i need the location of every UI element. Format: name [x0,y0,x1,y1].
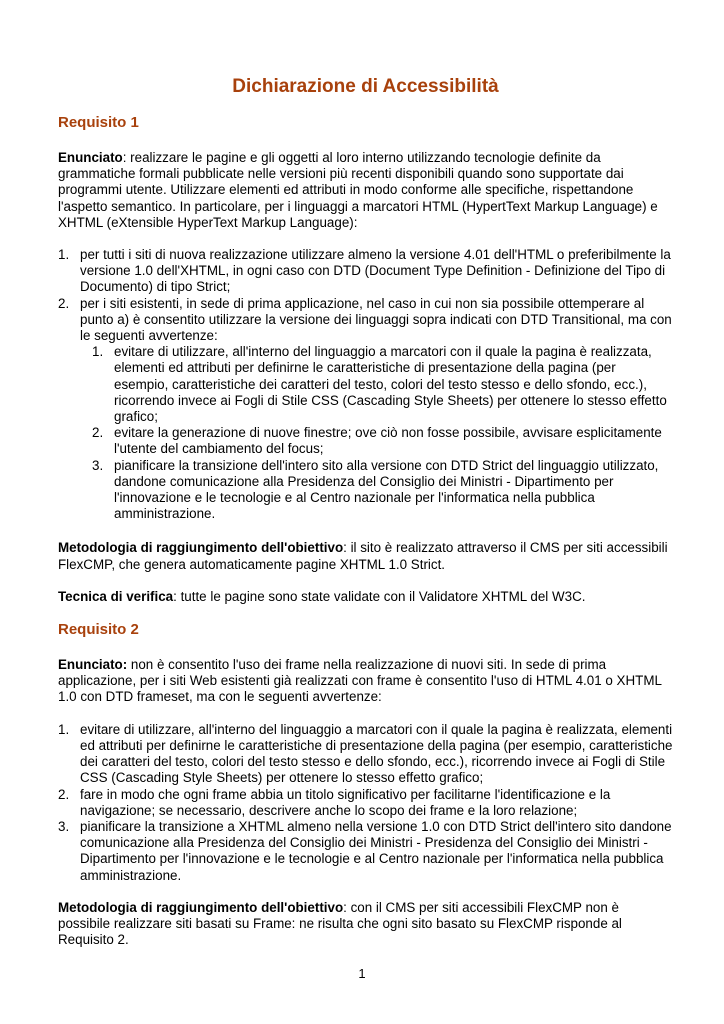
list-item-text: evitare di utilizzare, all'interno del linguaggio a marcatori con il quale la pagina è realizzata, elementi ed attributi per definirne le caratteristiche di presentazione della pagina (per esempio, caratteristiche dei caratteri del testo, colori del testo stesso e dello sfondo, ecc.), ricorrendo invece ai Fogli di Stile CSS (Cascading Style Sheets) per ottenere lo stesso effetto grafico; [114,344,667,425]
list-item-text: pianificare la transizione dell'intero sito alla versione con DTD Strict del linguaggio utilizzato, dandone comunicazione alla Presidenza del Consiglio dei Ministri - Dipartimento per l'innovazione e le tecnologie e al Centro nazionale per l'informatica nella pubblica amministrazione. [114,457,659,522]
requisito-2-list [58,722,673,884]
list-item-text: per tutti i siti di nuova realizzazione utilizzare almeno la versione 4.01 dell'HTML o preferibilmente la versione 1.0 dell'XHTML, in ogni caso con DTD (Document Type Definition - Definizione del Tipo di Documento) di tipo Strict; [80,247,671,295]
list-item-text: pianificare la transizione a XHTML almeno nella versione 1.0 con DTD Strict dell'intero sito dandone comunicazione alla Presidenza del Consiglio dei Ministri - Presidenza del Consiglio dei Ministri - Dipartimento per l'innovazione e le tecnologie e al Centro nazionale per l'informatica nella pubblica amministrazione. [80,818,672,883]
list-number: 1. [58,721,70,737]
list-item [58,247,673,296]
requisito-1-enunciato [58,150,673,231]
list-item [58,296,673,523]
requisito-1-tecnica [58,589,673,605]
list-number: 3. [58,818,70,834]
list-number: 3. [92,457,104,473]
metodologia-label: Metodologia di raggiungimento dell'obiettivo [58,540,344,556]
metodologia-text: : il sito è realizzato attraverso il CMS per siti accessibili FlexCMP, che genera automaticamente pagine XHTML 1.0 Strict. [58,540,668,572]
sublist-item [80,458,673,523]
requisito-1-list [58,247,673,522]
requisito-2-metodologia [58,900,673,949]
list-number: 2. [58,786,70,802]
list-item-text: fare in modo che ogni frame abbia un titolo significativo per facilitarne l'identificazione e la navigazione; se necessario, descrivere anche lo scopo dei frame e la loro relazione; [80,786,611,818]
page-number: 1 [358,966,366,981]
requisito-2-enunciato [58,657,673,706]
enunciato-text: : realizzare le pagine e gli oggetti al loro interno utilizzando tecnologie definite da grammatiche formali pubblicate nelle versioni più recenti disponibili quando sono supportate dai programmi utente. Utilizzare elementi ed attributi in modo conforme alle specifiche, rispettandone l'aspetto semantico. In particolare, per i linguaggi a marcatori HTML (HypertText Markup Language) e XHTML (eXtensible HyperText Markup Language): [58,150,658,230]
enunciato-label: Enunciato: [58,657,128,673]
enunciato-text: non è consentito l'uso dei frame nella realizzazione di nuovi siti. In sede di prima applicazione, per i siti Web esistenti già realizzati con frame è consentito l'uso di HTML 4.01 o XHTML 1.0 con DTD frameset, ma con le seguenti avvertenze: [58,657,662,705]
document-body [58,114,673,964]
list-item [58,787,673,819]
tecnica-label: Tecnica di verifica [58,588,174,604]
list-item-text: evitare la generazione di nuove finestre; ove ciò non fosse possibile, avvisare esplicitamente l'utente del cambiamento del focus; [114,425,662,457]
tecnica-text: : tutte le pagine sono state validate con il Validatore XHTML del W3C. [173,588,586,604]
metodologia-label: Metodologia di raggiungimento dell'obiettivo [58,899,344,915]
list-number: 2. [92,425,104,441]
sublist-item [80,425,673,457]
list-number: 2. [58,295,70,311]
list-item-text: evitare di utilizzare, all'interno del linguaggio a marcatori con il quale la pagina è realizzata, elementi ed attributi per definirne le caratteristiche di presentazione della pagina (per esempio, caratteristiche dei caratteri del testo, colori del testo stesso e dello sfondo, ecc.), ricorrendo invece ai Fogli di Stile CSS (Cascading Style Sheets) per ottenere lo stesso effetto grafico; [80,721,673,786]
list-item [58,819,673,884]
metodologia-text: : con il CMS per siti accessibili FlexCMP non è possibile realizzare siti basati su Frame: ne risulta che ogni sito basato su FlexCMP risponde al Requisito 2. [58,899,622,948]
list-number: 1. [58,247,70,263]
requisito-2-section [58,621,673,948]
requisito-2-heading: Requisito 2 [58,621,139,639]
requisito-1-metodologia [58,540,673,572]
requisito-1-sublist [80,344,673,522]
sublist-item [80,344,673,425]
document-title: Dichiarazione di Accessibilità [232,76,499,97]
enunciato-label: Enunciato [58,150,123,165]
requisito-1-heading: Requisito 1 [58,114,139,131]
list-item [58,722,673,787]
requisito-1-section [58,114,673,605]
list-number: 1. [92,344,104,360]
list-item-text: per i siti esistenti, in sede di prima applicazione, nel caso in cui non sia possibile ottemperare al punto a) è consentito utilizzare la versione dei linguaggi sopra indicati con DTD Transitional, ma con le seguenti avvertenze: [80,295,672,344]
